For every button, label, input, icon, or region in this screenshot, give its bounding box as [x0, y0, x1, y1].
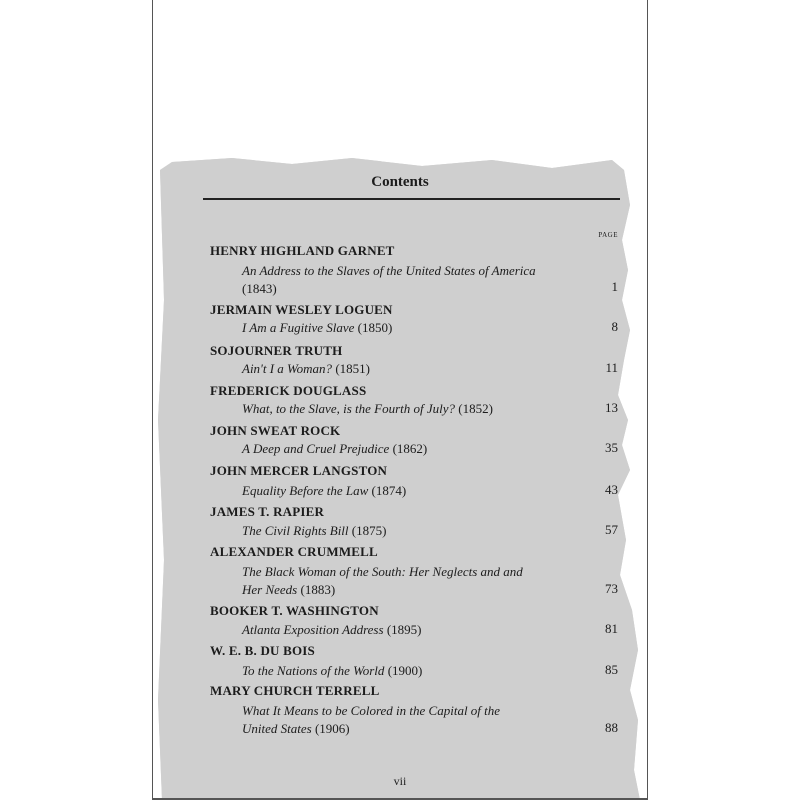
- toc-work-name: Ain't I a Woman?: [242, 361, 333, 376]
- toc-work-title: [242, 702, 532, 738]
- toc-work-title: [242, 319, 572, 337]
- toc-work-year: (1852): [458, 401, 493, 416]
- toc-author: JOHN MERCER LANGSTON: [210, 463, 388, 478]
- toc-author: JOHN SWEAT ROCK: [210, 423, 341, 438]
- toc-work-year: (1875): [351, 523, 387, 538]
- toc-work-title: [242, 522, 572, 540]
- toc-page-number: 57: [605, 522, 618, 537]
- toc-page-number: 11: [605, 360, 618, 375]
- toc-work-year: (1851): [335, 361, 370, 376]
- toc-page-number: 35: [605, 440, 618, 455]
- toc-author: FREDERICK DOUGLASS: [210, 383, 367, 398]
- toc-page-number: 13: [605, 400, 618, 415]
- toc-page-number: 73: [605, 581, 618, 596]
- toc-work-title: [242, 662, 572, 680]
- toc-page-number: 85: [605, 662, 618, 677]
- toc-work-year: (1883): [300, 582, 336, 597]
- toc-work-name: To the Nations of the World: [242, 663, 385, 678]
- toc-author: HENRY HIGHLAND GARNET: [210, 243, 395, 258]
- toc-work-year: (1862): [392, 441, 428, 456]
- toc-author: W. E. B. DU BOIS: [210, 643, 315, 658]
- toc-author: BOOKER T. WASHINGTON: [210, 603, 379, 618]
- toc-work-title: [242, 262, 572, 298]
- contents-page: [152, 0, 648, 800]
- toc-work-title: [242, 400, 582, 418]
- toc-author: MARY CHURCH TERRELL: [210, 683, 380, 698]
- toc-work-title: [242, 360, 572, 378]
- toc-work-name: What It Means to be Colored in the Capital of the United States: [242, 703, 501, 736]
- toc-work-name: An Address to the Slaves of the United States of America: [242, 263, 536, 278]
- toc-author: JAMES T. RAPIER: [210, 504, 325, 519]
- toc-author: SOJOURNER TRUTH: [210, 343, 343, 358]
- page-title: Contents: [371, 174, 429, 190]
- toc-work-year: (1874): [371, 483, 407, 498]
- toc-page-number: 81: [605, 621, 618, 636]
- toc-work-name: The Black Woman of the South: Her Neglects and and Her Needs: [242, 564, 523, 597]
- toc-page-number: 88: [605, 720, 618, 735]
- page-column-label: PAGE: [598, 231, 618, 239]
- toc-work-year: (1906): [314, 721, 350, 736]
- toc-work-year: (1900): [387, 663, 423, 678]
- toc-work-title: [242, 563, 532, 599]
- toc-work-name: I Am a Fugitive Slave: [242, 320, 355, 335]
- toc-author: JERMAIN WESLEY LOGUEN: [210, 302, 393, 317]
- toc-work-year: (1850): [357, 320, 393, 335]
- toc-work-title: [242, 440, 572, 458]
- toc-work-year: (1843): [242, 281, 277, 296]
- toc-work-name: Equality Before the Law: [242, 483, 369, 498]
- toc-work-year: (1895): [386, 622, 422, 637]
- toc-work-name: A Deep and Cruel Prejudice: [242, 441, 390, 456]
- toc-work-title: [242, 621, 572, 639]
- toc-page-number: 8: [611, 319, 618, 334]
- page-folio: vii: [393, 774, 407, 788]
- toc-work-name: What, to the Slave, is the Fourth of July?: [242, 401, 456, 416]
- toc-page-number: 43: [605, 482, 618, 497]
- toc-author: ALEXANDER CRUMMELL: [210, 544, 378, 559]
- title-rule: [203, 198, 620, 200]
- toc-page-number: 1: [611, 279, 618, 294]
- toc-work-name: The Civil Rights Bill: [242, 523, 349, 538]
- toc-work-name: Atlanta Exposition Address: [242, 622, 384, 637]
- toc-work-title: [242, 482, 572, 500]
